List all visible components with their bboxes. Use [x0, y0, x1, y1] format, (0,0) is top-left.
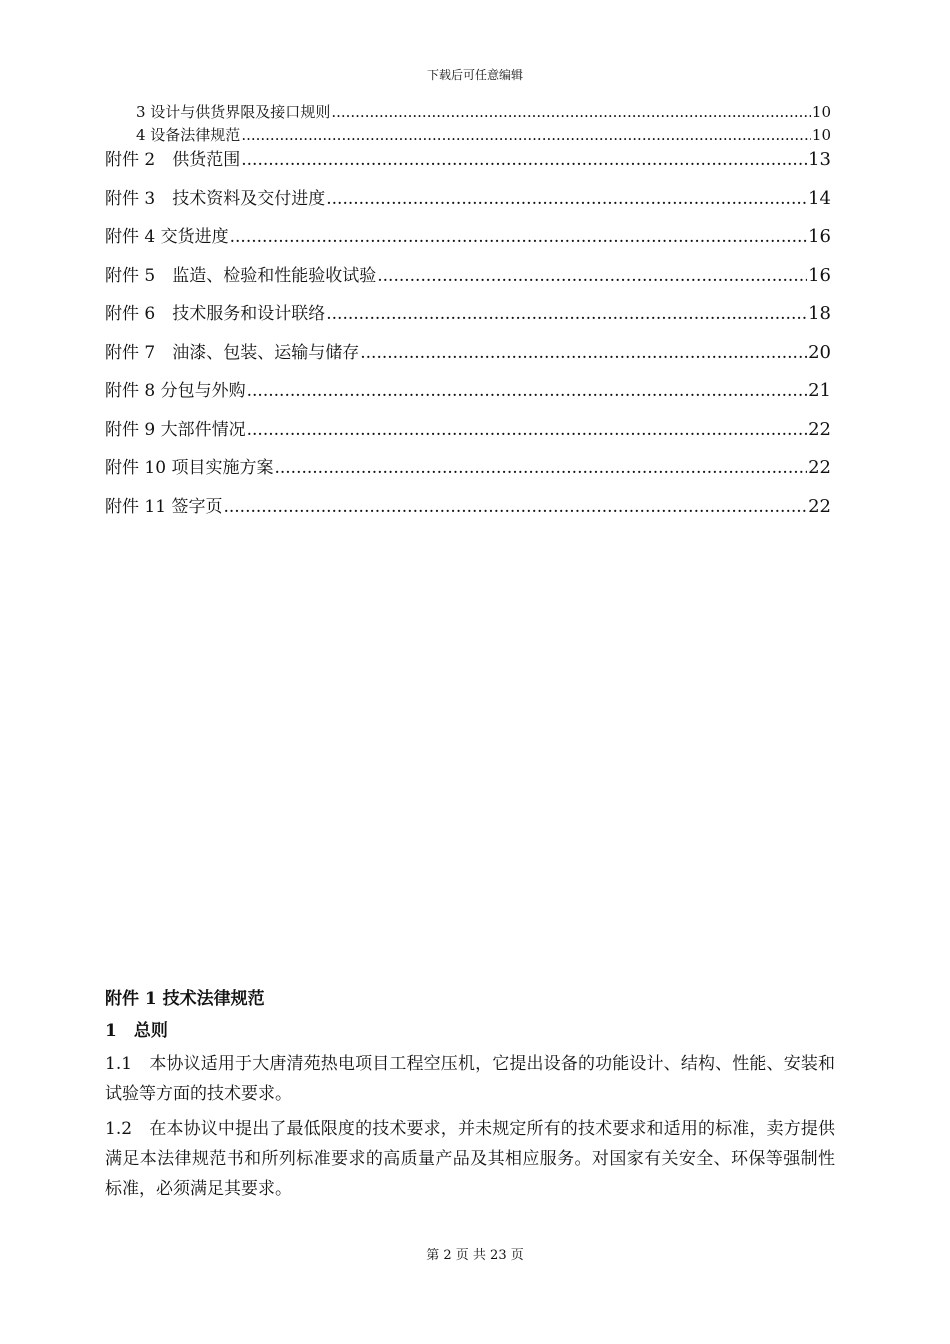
section-title: 附件 1 技术法律规范	[105, 989, 265, 1009]
toc-entry[interactable]	[136, 126, 831, 144]
toc-entry-page: 21	[808, 380, 831, 401]
toc-entry-page: 16	[808, 265, 831, 286]
toc-entry[interactable]	[105, 149, 831, 171]
toc-entry-label: 附件 9 大部件情况	[105, 420, 246, 440]
toc-leader	[326, 303, 807, 325]
toc-entry-page: 18	[808, 303, 831, 324]
toc-entry-page: 20	[808, 342, 831, 363]
toc-entry[interactable]	[105, 303, 831, 325]
page-header: 下载后可任意编辑	[426, 68, 523, 82]
toc-entry-label: 附件 6 技术服务和设计联络	[105, 304, 326, 324]
toc-entry-label: 附件 11 签字页	[105, 497, 223, 517]
toc-entry-label: 附件 4 交货进度	[105, 227, 229, 247]
subsection-title: 1 总则	[105, 1021, 168, 1041]
toc-entry[interactable]	[105, 342, 831, 364]
toc-entry-label: 附件 8 分包与外购	[105, 381, 246, 401]
toc-entry[interactable]	[105, 496, 831, 518]
toc-leader	[331, 103, 811, 121]
toc-entry[interactable]	[105, 380, 831, 402]
toc-entry-page: 10	[811, 126, 831, 144]
toc-entry-page: 22	[808, 496, 831, 517]
toc-entry[interactable]	[105, 188, 831, 210]
toc-entry-label: 3 设计与供货界限及接口规则	[136, 103, 331, 121]
toc-leader	[247, 380, 807, 402]
toc-entry-label: 附件 3 技术资料及交付进度	[105, 189, 326, 209]
toc-entry-page: 10	[811, 103, 831, 121]
toc-entry-page: 22	[808, 457, 831, 478]
toc-entry-label: 附件 2 供货范围	[105, 150, 241, 170]
toc-leader	[274, 457, 807, 479]
toc-leader	[377, 265, 807, 287]
toc-entry-label: 附件 5 监造、检验和性能验收试验	[105, 266, 377, 286]
toc-entry-label: 4 设备法律规范	[136, 126, 241, 144]
toc-leader	[247, 419, 807, 441]
toc-entry-page: 14	[808, 188, 831, 209]
toc-entry-page: 22	[808, 419, 831, 440]
toc-entry[interactable]	[105, 419, 831, 441]
toc-leader	[326, 188, 807, 210]
toc-leader	[241, 149, 807, 171]
toc-entry-page: 13	[808, 149, 831, 170]
toc-entry[interactable]	[136, 103, 831, 121]
toc-leader	[241, 126, 811, 144]
toc-entry-label: 附件 10 项目实施方案	[105, 458, 274, 478]
paragraph: 1.1 本协议适用于大唐清苑热电项目工程空压机，它提出设备的功能设计、结构、性能、安装和试验等方面的技术要求。	[105, 1054, 835, 1104]
toc-leader	[230, 226, 807, 248]
paragraph: 1.2 在本协议中提出了最低限度的技术要求，并未规定所有的技术要求和适用的标准，卖方提供满足本法律规范书和所列标准要求的高质量产品及其相应服务。对国家有关安全、环保等强制性标准，必须满足其要求。	[105, 1119, 835, 1199]
toc-entry-page: 16	[808, 226, 831, 247]
page-footer: 第 2 页 共 23 页	[426, 1248, 524, 1263]
toc-entry[interactable]	[105, 226, 831, 248]
toc-entry-label: 附件 7 油漆、包装、运输与储存	[105, 343, 360, 363]
toc-leader	[360, 342, 807, 364]
toc-entry[interactable]	[105, 265, 831, 287]
toc-leader	[223, 496, 807, 518]
toc-entry[interactable]	[105, 457, 831, 479]
